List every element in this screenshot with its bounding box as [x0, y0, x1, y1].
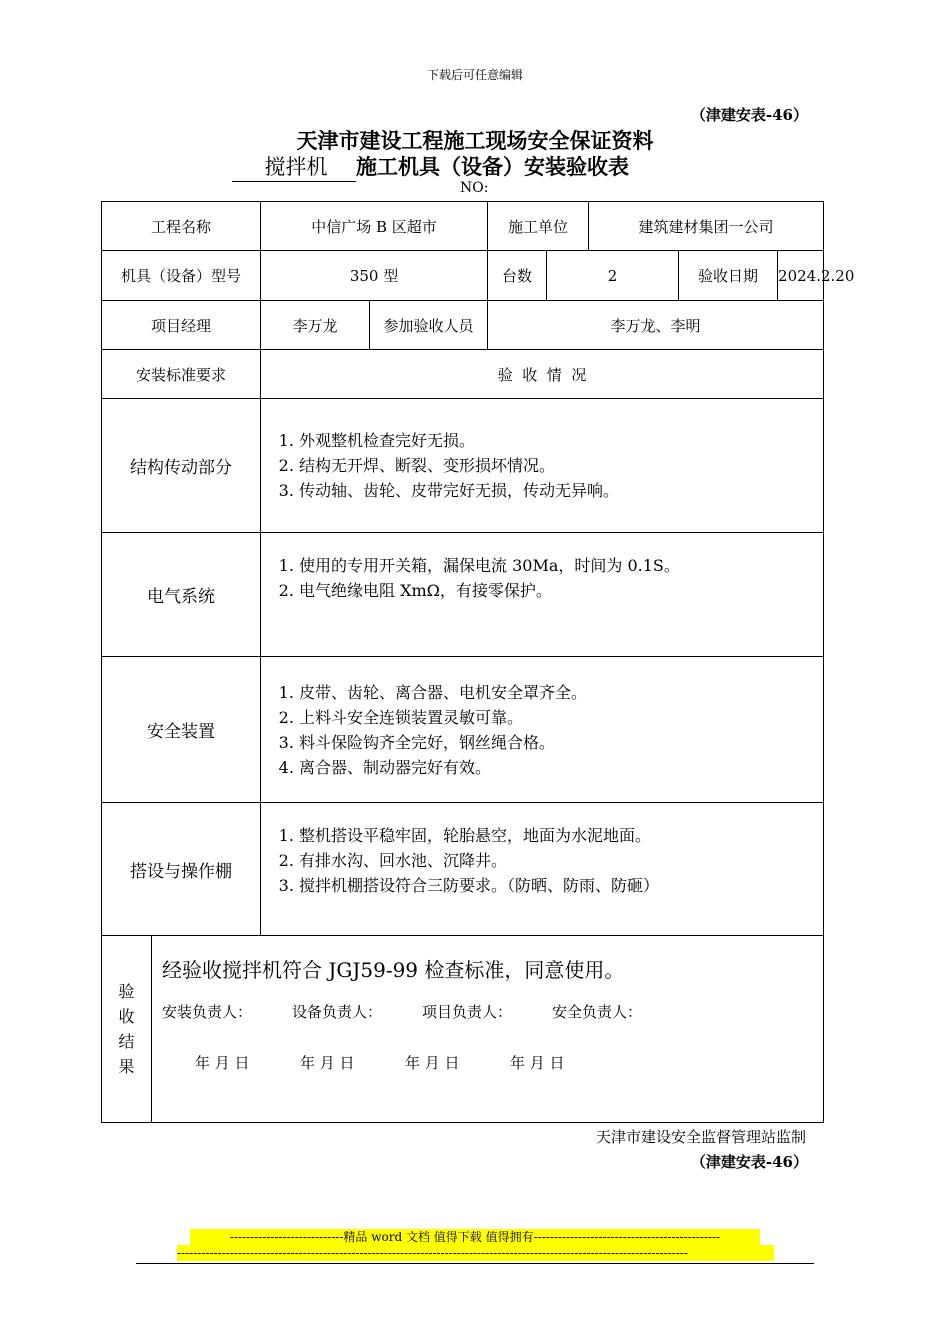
download-banner-line: ------------------------------------------------------------------------------------------------------------------------------ — [177, 1245, 774, 1261]
list-item: 1. 使用的专用开关箱，漏保电流 30Ma，时间为 0.1S。 — [299, 553, 823, 578]
sign-date: 年 月 日 — [300, 1054, 355, 1072]
list-item: 1. 皮带、齿轮、离合器、电机安全罩齐全。 — [299, 680, 823, 705]
project-name-value: 中信广场 B 区超市 — [261, 202, 488, 251]
section-name: 电气系统 — [102, 533, 261, 657]
list-item: 3. 料斗保险钩齐全完好，钢丝绳合格。 — [299, 730, 823, 755]
dates-row — [195, 1052, 823, 1073]
form-code-top: （津建安表-46） — [690, 106, 808, 124]
section-items — [261, 803, 824, 936]
manager-value: 李万龙 — [261, 301, 370, 350]
builder-value: 建筑建材集团一公司 — [589, 202, 824, 251]
form-title-rest: 施工机具（设备）安装验收表 — [356, 154, 629, 179]
inspectors-value: 李万龙、李明 — [488, 301, 824, 350]
section-name: 安全装置 — [102, 657, 261, 803]
sign-date: 年 月 日 — [510, 1054, 565, 1072]
project-name-label: 工程名称 — [102, 202, 261, 251]
date-label: 验收日期 — [679, 251, 778, 300]
standard-label: 安装标准要求 — [102, 350, 261, 399]
sign-date: 年 月 日 — [195, 1054, 250, 1072]
inspection-label: 验 收 情 况 — [261, 350, 824, 399]
date-cell — [679, 251, 855, 301]
result-label-char: 结 — [118, 1032, 135, 1051]
list-item: 4. 离合器、制动器完好有效。 — [299, 755, 823, 780]
section-items — [261, 533, 824, 657]
form-code-bottom: （津建安表-46） — [690, 1153, 808, 1171]
model-label: 机具（设备）型号 — [102, 251, 261, 301]
count-label: 台数 — [488, 251, 547, 301]
section-name: 搭设与操作棚 — [102, 803, 261, 936]
list-item: 2. 电气绝缘电阻 XmΩ，有接零保护。 — [299, 578, 823, 603]
result-body — [152, 936, 824, 1123]
footer-divider — [136, 1263, 814, 1264]
machine-name: 搅拌机 — [232, 151, 356, 182]
list-item: 2. 上料斗安全连锁装置灵敏可靠。 — [299, 705, 823, 730]
acceptance-table — [101, 201, 855, 1123]
date-value: 2024.2.20 — [778, 266, 855, 285]
model-value: 350 型 — [261, 251, 488, 301]
signer-label: 安装负责人： — [162, 1003, 253, 1021]
signer-label: 项目负责人： — [422, 1003, 513, 1021]
conclusion-text: 经验收搅拌机符合 JGJ59-99 检查标准，同意使用。 — [162, 958, 625, 982]
form-title — [232, 151, 629, 182]
signer-label: 设备负责人： — [292, 1003, 383, 1021]
section-items — [261, 657, 824, 803]
result-label-char: 验 — [118, 982, 135, 1001]
footer-org: 天津市建设安全监督管理站监制 — [595, 1128, 806, 1146]
result-label — [102, 936, 152, 1123]
signers-row — [162, 1001, 823, 1022]
list-item: 1. 外观整机检查完好无损。 — [299, 428, 823, 453]
result-label-char: 果 — [118, 1057, 135, 1076]
section-name: 结构传动部分 — [102, 399, 261, 533]
section-items — [261, 399, 824, 533]
builder-label: 施工单位 — [488, 202, 589, 251]
list-item: 2. 有排水沟、回水池、沉降井。 — [299, 848, 823, 873]
manager-label: 项目经理 — [102, 301, 261, 350]
list-item: 2. 结构无开焊、断裂、变形损坏情况。 — [299, 453, 823, 478]
number-label: NO: — [460, 180, 489, 196]
download-banner: ----------------------------精品 word 文档 值得下载 值得拥有---------------------------------------------- — [190, 1229, 760, 1245]
result-label-char: 收 — [118, 1007, 135, 1026]
signer-label: 安全负责人： — [552, 1003, 643, 1021]
list-item: 3. 传动轴、齿轮、皮带完好无损，传动无异响。 — [299, 478, 823, 503]
header-note: 下载后可任意编辑 — [426, 68, 523, 82]
document-title: 天津市建设工程施工现场安全保证资料 — [296, 128, 654, 153]
list-item: 1. 整机搭设平稳牢固，轮胎悬空，地面为水泥地面。 — [299, 823, 823, 848]
list-item: 3. 搅拌机棚搭设符合三防要求。（防晒、防雨、防砸） — [299, 873, 823, 898]
count-value: 2 — [547, 251, 679, 301]
inspectors-label: 参加验收人员 — [370, 301, 488, 350]
sign-date: 年 月 日 — [405, 1054, 460, 1072]
